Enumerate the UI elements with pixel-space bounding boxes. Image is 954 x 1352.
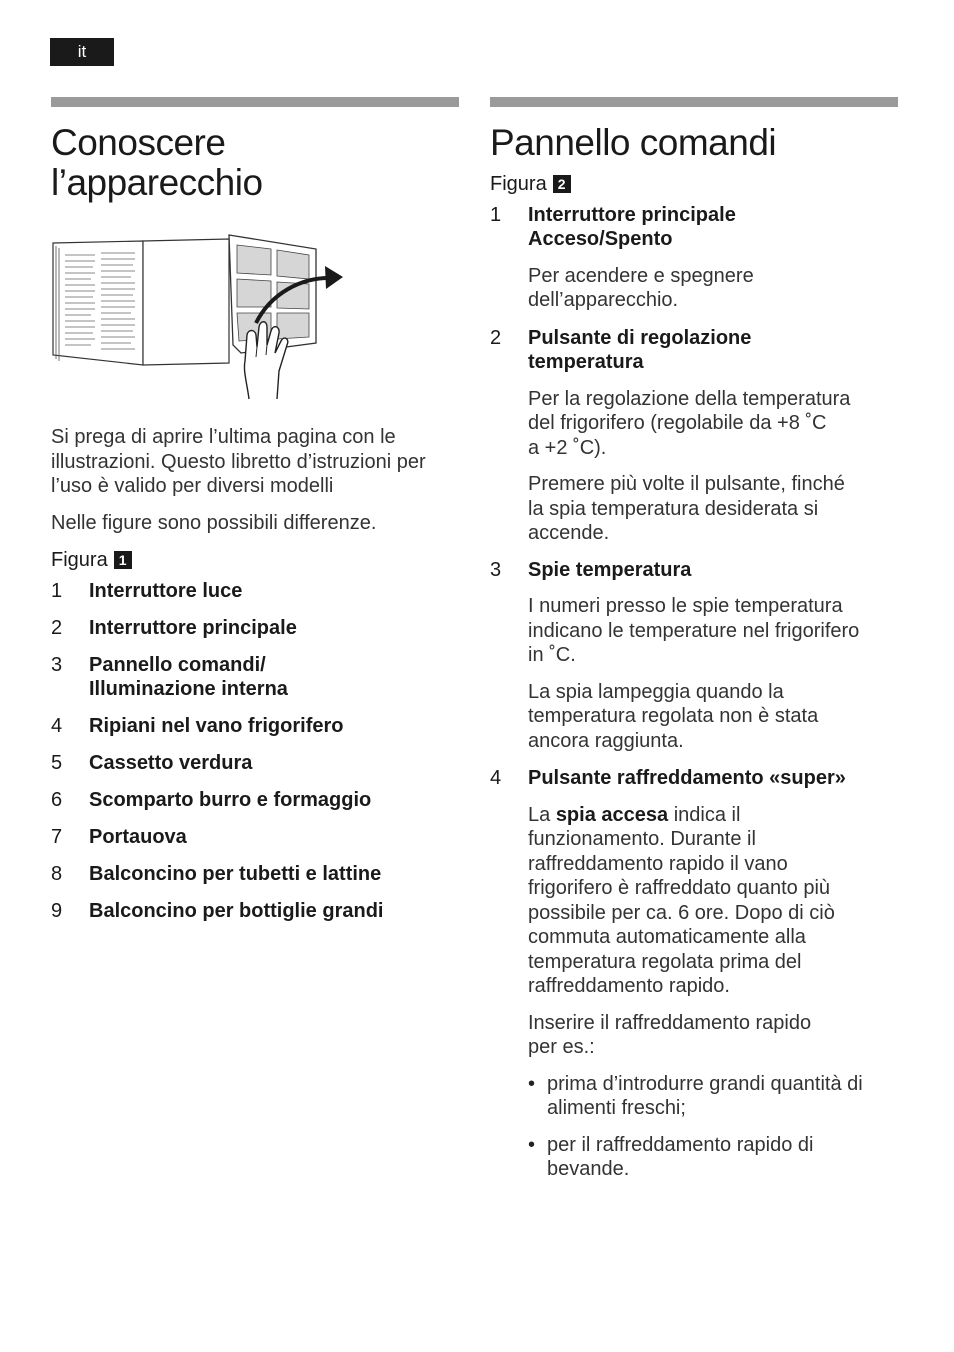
- control-item-heading: [490, 203, 898, 252]
- item-number: 7: [51, 826, 63, 848]
- figure-label: Figura: [51, 549, 108, 571]
- item-description: La spia lampeggia quando la temperatura regolata non è stata ancora raggiunta.: [528, 680, 819, 752]
- right-column: [490, 97, 898, 1182]
- list-item: [51, 579, 459, 604]
- left-column: [51, 97, 459, 924]
- item-number: 1: [490, 203, 502, 226]
- figure-label: Figura: [490, 173, 547, 195]
- bullet-dot: •: [528, 1072, 536, 1095]
- section-title: Pannello comandi: [490, 122, 777, 163]
- item-label: Balconcino per tubetti e lattine: [89, 863, 382, 885]
- open-booklet-illustration: [51, 223, 351, 403]
- list-item: [51, 862, 459, 887]
- item-label: Pulsante di regolazione temperatura: [528, 326, 752, 373]
- list-item: [51, 788, 459, 813]
- figure-number-badge: 1: [114, 551, 132, 569]
- item-number: 9: [51, 900, 63, 922]
- control-item-heading: [490, 326, 898, 375]
- item-description: I numeri presso le spie temperatura indicano le temperature nel frigorifero in ˚C.: [528, 595, 860, 666]
- item-label: Cassetto verdura: [89, 752, 253, 774]
- figure-reference: [490, 172, 898, 197]
- item-label: Balconcino per bottiglie grandi: [89, 900, 384, 922]
- item-label: Spie temperatura: [528, 558, 692, 581]
- item-number: 5: [51, 752, 63, 774]
- item-label: Scomparto burro e formaggio: [89, 789, 372, 811]
- item-description: Per acendere e spegnere dell’apparecchio.: [528, 264, 754, 311]
- section-rule: [51, 97, 459, 107]
- bullet-text: prima d’introdurre grandi quantità di alimenti freschi;: [547, 1072, 863, 1119]
- item-label: Pannello comandi/ Illuminazione interna: [89, 653, 288, 700]
- section-title: [51, 123, 459, 203]
- item-number: 3: [490, 558, 502, 581]
- section-rule: [490, 97, 898, 107]
- title-line-2: l’apparecchio: [51, 162, 263, 203]
- item-label: Portauova: [89, 826, 187, 848]
- list-item: [51, 616, 459, 641]
- bullet-dot: •: [528, 1133, 536, 1156]
- list-item: [51, 825, 459, 850]
- item-number: 2: [490, 326, 502, 349]
- intro-paragraph: Si prega di aprire l’ultima pagina con le illustrazioni. Questo libretto d’istruzioni per l’uso è valido per diversi modelli: [51, 426, 426, 497]
- figure-reference: [51, 548, 459, 573]
- item-number: 3: [51, 653, 63, 676]
- item-label: Interruttore luce: [89, 579, 243, 602]
- list-item: [51, 751, 459, 776]
- list-item: [51, 653, 459, 702]
- item-label: Pulsante raffreddamento «super»: [528, 767, 846, 789]
- item-description: Premere più volte il pulsante, finché la spia temperatura desiderata si accende.: [528, 473, 845, 544]
- item-label: Ripiani nel vano frigorifero: [89, 715, 344, 737]
- figure-number-badge: 2: [553, 175, 571, 193]
- desc-text: indica il funzionamento. Durante il raffreddamento rapido il vano frigorifero è raffreddato quanto più possibile per ca. 6 ore. Dopo di ciò commuta automaticamente alla temperatura regolata prima del raffreddamento rapido.: [528, 803, 835, 997]
- list-item: [51, 714, 459, 739]
- item-description: Inserire il raffreddamento rapido per es.:: [528, 1011, 812, 1058]
- desc-emphasis: spia accesa: [555, 803, 669, 826]
- item-number: 2: [51, 616, 63, 639]
- desc-text: La: [528, 803, 556, 826]
- item-number: 1: [51, 579, 63, 602]
- note-paragraph: Nelle figure sono possibili differenze.: [51, 511, 377, 534]
- bullet-item: [528, 1072, 898, 1121]
- item-number: 8: [51, 863, 63, 885]
- control-item-heading: [490, 766, 898, 791]
- item-number: 4: [51, 715, 63, 737]
- control-item-heading: [490, 558, 898, 583]
- item-description: [528, 803, 898, 999]
- item-label: Interruttore principale Acceso/Spento: [528, 203, 736, 250]
- bullet-text: per il raffreddamento rapido di bevande.: [547, 1133, 814, 1180]
- bullet-item: [528, 1133, 898, 1182]
- item-label: Interruttore principale: [89, 616, 297, 639]
- title-line-1: Conoscere: [51, 122, 226, 163]
- item-number: 4: [490, 767, 502, 789]
- component-list: [51, 579, 459, 924]
- item-description: Per la regolazione della temperatura del frigorifero (regolabile da +8 ˚C a +2 ˚C).: [528, 387, 851, 459]
- list-item: [51, 899, 459, 924]
- item-number: 6: [51, 789, 63, 811]
- language-tag: it: [50, 38, 114, 66]
